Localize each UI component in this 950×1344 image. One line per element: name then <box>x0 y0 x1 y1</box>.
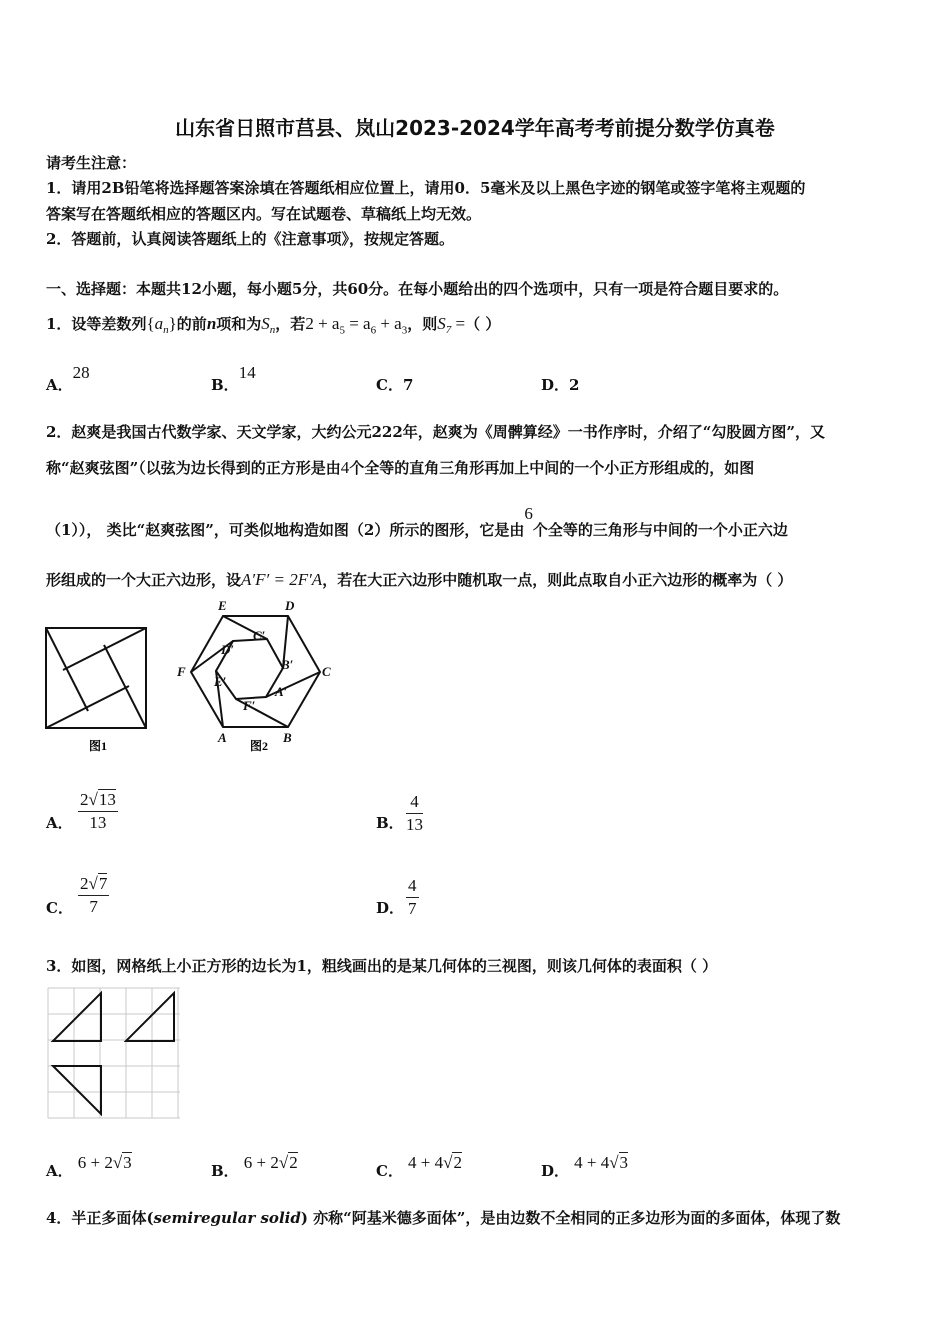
notice-line-2: 答案写在答题纸相应的答题区内。写在试题卷、草稿纸上均无效。 <box>46 205 482 223</box>
q2-line-3: （1））， 类比“赵爽弦图”，可类似地构造如图（2）所示的图形，它是由6个全等的三角形与中间的一个小正六边 <box>46 504 788 539</box>
q2-option-a-label[interactable]: A． <box>46 814 73 832</box>
hex-label-e-prime: E′ <box>214 674 227 689</box>
page-title: 山东省日照市莒县、岚山2023-2024学年高考考前提分数学仿真卷 <box>175 116 775 140</box>
q1-equation: $2 + a_5 = a_6 + a_3$ <box>305 314 408 337</box>
hex-label-f-prime: F′ <box>243 698 256 713</box>
q1-text-1: 1．设等差数列 <box>46 315 147 333</box>
q2-option-b-label[interactable]: B． <box>376 814 404 832</box>
notice-heading: 请考生注意： <box>46 154 137 172</box>
q1-option-a[interactable]: A．28 <box>46 363 90 394</box>
hex-label-d-prime: D′ <box>221 642 235 657</box>
figure-1-caption: 图1 <box>89 739 108 753</box>
hex-label-c-prime: C′ <box>253 628 266 643</box>
figure-2-hexagon-diagram <box>170 596 340 756</box>
hex-label-e: E <box>218 598 227 613</box>
q4-term: semiregular solid <box>153 1209 301 1227</box>
q1-option-d[interactable]: D．2 <box>541 376 580 394</box>
q2-option-c-value[interactable]: $\frac{2√7}{7}$ <box>80 874 108 916</box>
q2-condition: A′F′ = 2F′A <box>241 570 323 589</box>
hex-label-b: B <box>283 730 292 745</box>
hex-label-a: A <box>218 730 227 745</box>
q1-option-c[interactable]: C．7 <box>376 376 414 394</box>
q1-answer-paren: （ ） <box>465 315 501 333</box>
q3-option-b[interactable]: B． 6 + 2√2 <box>211 1153 298 1180</box>
figure-2-caption: 图2 <box>250 739 269 753</box>
q3-option-d[interactable]: D． 4 + 4√3 <box>541 1153 629 1180</box>
hex-label-b-prime: B′ <box>281 657 294 672</box>
q2-option-d-label[interactable]: D． <box>376 899 405 917</box>
q2-option-b-value[interactable]: $\frac{4}{13}$ <box>406 792 423 834</box>
q2-option-a-value[interactable]: $\frac{2√13}{13}$ <box>80 790 116 832</box>
hex-label-d: D <box>285 598 295 613</box>
q2-option-d-value[interactable]: $\frac{4}{7}$ <box>408 876 417 918</box>
q3-stem: 3．如图，网格纸上小正方形的边长为1，粗线画出的是某几何体的三视图，则该几何体的表面积（ ） <box>46 957 718 975</box>
q1-option-b[interactable]: B．14 <box>211 363 256 394</box>
notice-line-1: 1．请用2B铅笔将选择题答案涂填在答题纸相应位置上，请用0．5毫米及以上黑色字迹的钢笔或签字笔将主观题的 <box>46 179 806 197</box>
q1-seq: a <box>154 314 164 333</box>
notice-line-3: 2．答题前，认真阅读答题纸上的《注意事项》，按规定答题。 <box>46 230 454 248</box>
q2-line-2: 称“赵爽弦图”（以弦为边长得到的正方形是由4个全等的直角三角形再加上中间的一个小正方形组成的，如图 <box>46 458 755 477</box>
q2-option-c-label[interactable]: C． <box>46 899 73 917</box>
q3-option-c[interactable]: C． 4 + 4√2 <box>376 1153 462 1180</box>
q3-three-view-figure <box>44 984 184 1124</box>
q4-stem: 4．半正多面体(semiregular solid) 亦称“阿基米德多面体”，是由边数不全相同的正多边形为面的多面体，体现了数 <box>46 1209 841 1227</box>
q2-line-1: 2．赵爽是我国古代数学家、天文学家，大约公元222年，赵爽为《周髀算经》一书作序时，介绍了“勾股圆方图”，又 <box>46 423 826 441</box>
hex-label-a-prime: A′ <box>275 684 288 699</box>
q2-line-4: 形组成的一个大正六边形，设A′F′ = 2F′A，若在大正六边形中随机取一点，则此点取自小正六边形的概率为（ ） <box>46 570 793 589</box>
q1-stem: 1．设等差数列$\{a_n\}$的前n项和为$S_n$，若$2 + a_5 = a_6 + a_3$，则$S_7$ =（ ） <box>46 314 501 337</box>
figure-1-zhao-shuang-diagram <box>44 624 150 754</box>
q3-option-a[interactable]: A． 6 + 2√3 <box>46 1153 132 1180</box>
section-heading: 一、选择题：本题共12小题，每小题5分，共60分。在每小题给出的四个选项中，只有一项是符合题目要求的。 <box>46 280 789 298</box>
hex-label-c: C <box>322 664 331 679</box>
hex-label-f: F <box>177 664 186 679</box>
